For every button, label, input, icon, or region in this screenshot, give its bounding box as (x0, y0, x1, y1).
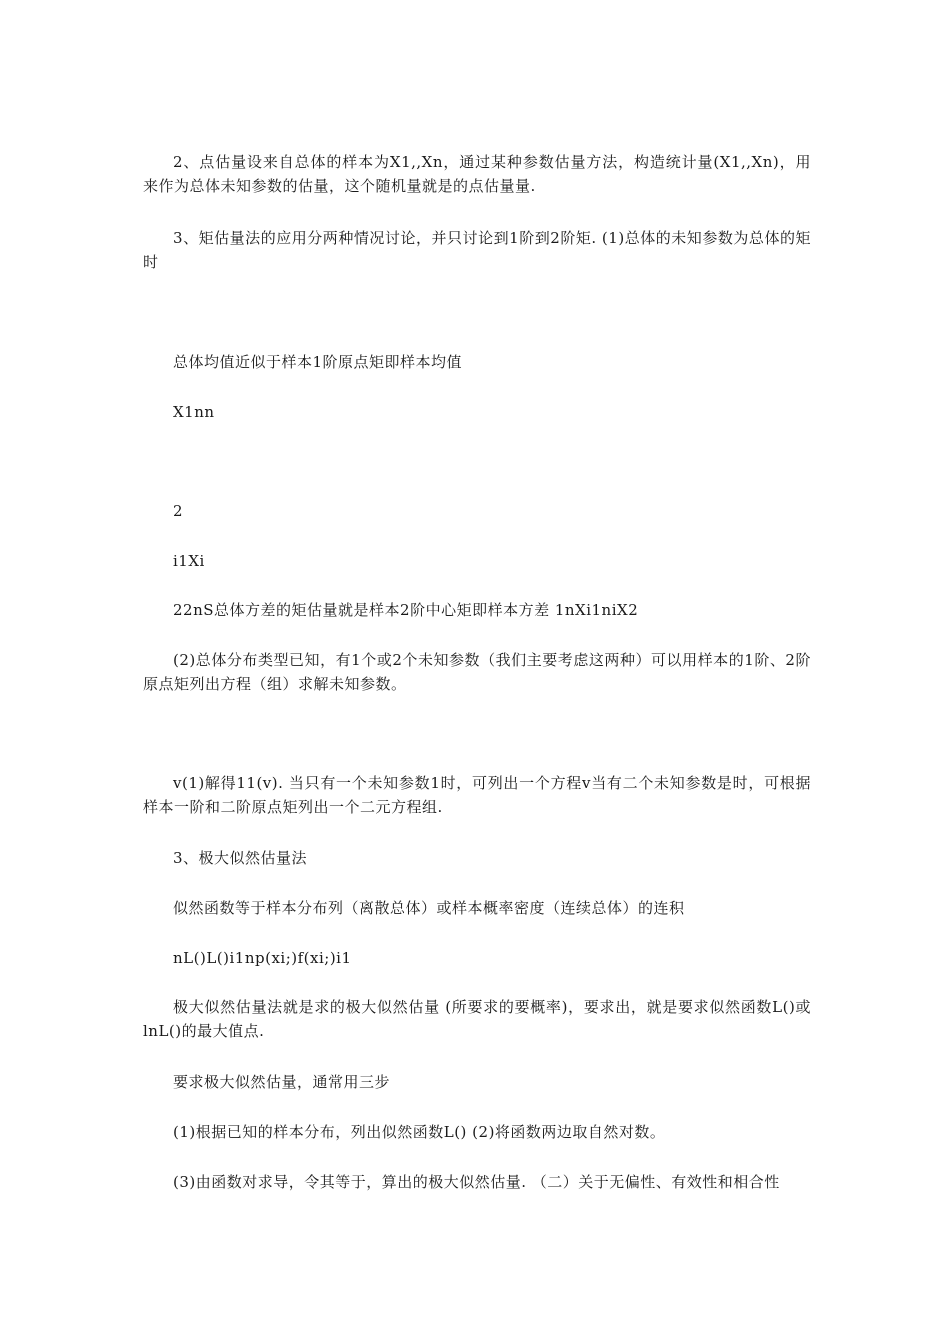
paragraph-moment-estimation: 3、矩估量法的应用分两种情况讨论，并只讨论到1阶到2阶矩. (1)总体的未知参数为总体的矩时 (143, 229, 811, 271)
paragraph-point-estimation: 2、点估量设来自总体的样本为X1,,Xn，通过某种参数估量方法，构造统计量(X1,,Xn)，用来作为总体未知参数的估量，这个随机量就是的点估量量. (143, 153, 811, 195)
formula-fragment-x1nn: X1nn (173, 403, 215, 421)
paragraph-likelihood-function: 似然函数等于样本分布列（离散总体）或样本概率密度（连续总体）的连积 (173, 899, 685, 917)
formula-fragment-i1xi: i1Xi (173, 552, 205, 570)
paragraph-steps-1-2: (1)根据已知的样本分布，列出似然函数L() (2)将函数两边取自然对数。 (173, 1123, 666, 1141)
paragraph-mle-definition: 极大似然估量法就是求的极大似然估量 (所要求的要概率)，要求出，就是要求似然函数L()或lnL()的最大值点. (143, 998, 811, 1040)
formula-fragment-2: 2 (173, 502, 184, 520)
section-heading-mle: 3、极大似然估量法 (173, 849, 308, 867)
formula-likelihood: nL()L()i1np(xi;)f(xi;)i1 (173, 949, 352, 967)
paragraph-step-3: (3)由函数对求导，令其等于，算出的极大似然估量. （二）关于无偏性、有效性和相合性 (173, 1173, 780, 1191)
paragraph-three-steps: 要求极大似然估量，通常用三步 (173, 1073, 391, 1091)
paragraph-sample-variance: 22nS总体方差的矩估量就是样本2阶中心矩即样本方差 1nXi1niX2 (173, 601, 639, 619)
paragraph-population-mean: 总体均值近似于样本1阶原点矩即样本均值 (173, 353, 463, 371)
paragraph-solve-equations: v(1)解得11(v). 当只有一个未知参数1时，可列出一个方程v当有二个未知参数是时，可根据样本一阶和二阶原点矩列出一个二元方程组. (143, 774, 811, 816)
paragraph-known-distribution: (2)总体分布类型已知，有1个或2个未知参数（我们主要考虑这两种）可以用样本的1阶、2阶原点矩列出方程（组）求解未知参数。 (143, 651, 811, 693)
